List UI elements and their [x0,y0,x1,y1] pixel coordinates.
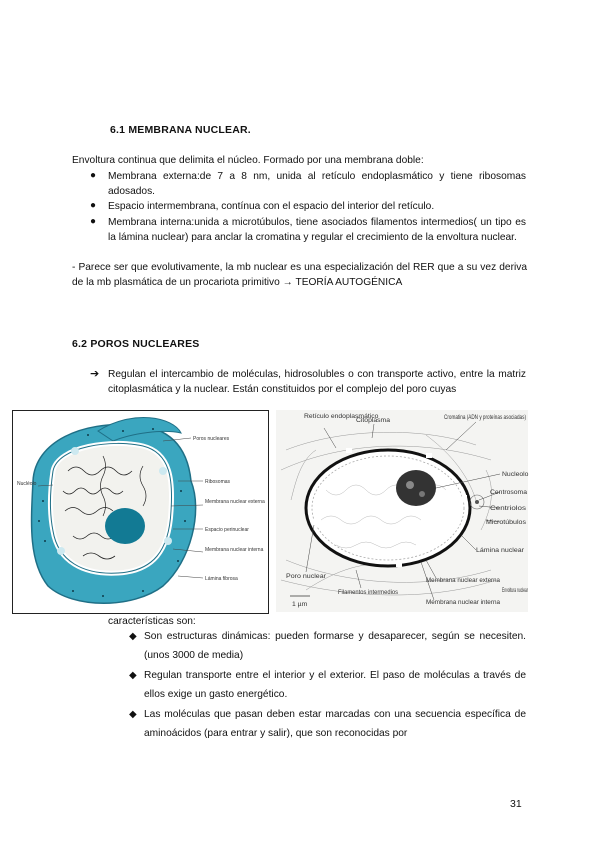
nucleus-micrograph-figure [276,410,528,612]
list-item: Membrana externa:de 7 a 8 nm, unida al retículo endoplasmático y tiene ribosomas adosados. [108,171,526,197]
label-lamina-nuclear: Lámina nuclear [476,547,525,554]
diamond-bullet-icon: ◆ [129,670,137,681]
label-centriolos: Centriolos [490,505,527,512]
list-item: Espacio intermembrana, contínua con el espacio del interior del retículo. [108,201,435,212]
label-citoplasma: Citoplasma [356,417,390,424]
label-nucleolo: Nucleolo [502,471,529,478]
label-ribosomas: Ribosomas [205,479,231,485]
label-microtubulos: Microtúbulos [486,519,527,526]
label-membrana-externa: Membrana nuclear externa [205,499,265,505]
diamond-bullet-icon: ◆ [129,631,137,642]
bullet-icon: ● [90,200,97,211]
evolution-note: - Parece ser que evolutivamente, la mb nuclear es una especialización del RER que a su vez deriva de la mb plasmática de un procariota primitivo → TEORÍA AUTOGÉNICA [72,262,527,288]
bullet-icon: ● [90,170,97,181]
label-scale: 1 µm [292,601,308,608]
list-item: Regulan transporte entre el interior y el exterior. El paso de moléculas a través de ellos exige un gasto energético. [144,670,526,700]
label-filamentos: Filamentos intermedios [338,589,399,596]
intro-paragraph: Envoltura continua que delimita el núcleo. Formado por una membrana doble: [72,155,424,166]
label-reticulo: Retículo endoplasmático [304,413,379,420]
continuation-text: características son: [108,616,196,627]
nucleus-diagram [13,411,268,613]
label-nucleolo: Nucléolo [17,481,37,487]
list-item: Membrana interna:unida a microtúbulos, tiene asociados filamentos intermedios( un tipo es la lámina nuclear) para anclar la cromatina y regular el crecimiento de la envoltura nuclear. [108,217,526,243]
label-membrana-interna: Membrana nuclear interna [426,599,501,606]
bullet-icon: ● [90,216,97,227]
arrow-icon: ➔ [90,368,100,380]
nucleus-micrograph [276,410,528,612]
label-centrosoma: Centrosoma [490,489,528,496]
label-membrana-interna: Membrana nuclear interna [205,547,264,553]
label-membrana-externa: Membrana nuclear externa [426,577,501,584]
arrow-list-item: Regulan el intercambio de moléculas, hidrosolubles o con transporte activo, entre la matriz citoplasmática y la nuclear. Están constituidos por el complejo del poro cuyas [108,369,526,395]
label-cromatina: Cromatina (ADN y proteínas asociadas) [444,414,526,421]
label-lamina-fibrosa: Lámina fibrosa [205,576,238,582]
page-number: 31 [510,798,522,810]
section-heading-6-2: 6.2 POROS NUCLEARES [72,338,200,350]
label-poros-nucleares: Poros nucleares [193,436,230,442]
section-heading-6-1: 6.1 MEMBRANA NUCLEAR. [110,124,251,136]
label-poro-nuclear: Poro nuclear [286,573,327,580]
nucleus-diagram-figure [12,410,269,614]
list-item: Las moléculas que pasan deben estar marcadas con una secuencia específica de aminoácidos (para entrar y salir), que son reconocidas por [144,709,526,739]
label-espacio-perinuclear: Espacio perinuclear [205,527,249,533]
label-envoltura-nuclear: Envoltura nuclear [502,587,529,594]
diamond-bullet-icon: ◆ [129,709,137,720]
list-item: Son estructuras dinámicas: pueden formarse y desaparecer, según se necesiten.(unos 3000 de media) [144,631,526,661]
